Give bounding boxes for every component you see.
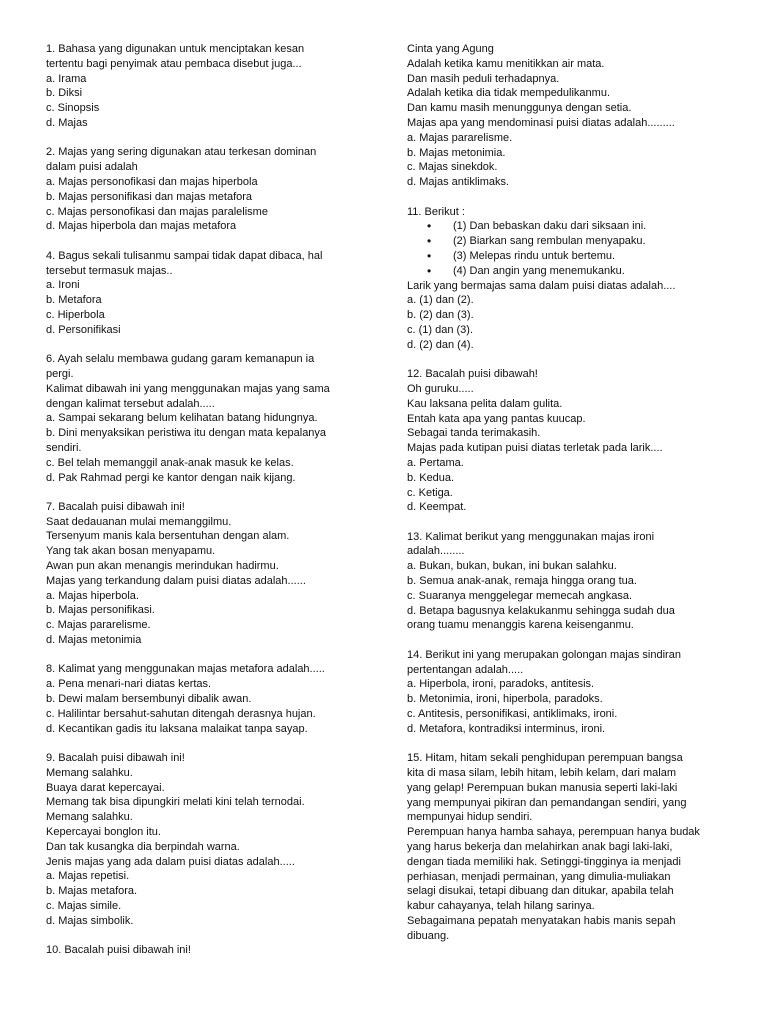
question-10-poem	[407, 42, 725, 190]
question-stem-line: Entah kata apa yang pantas kuucap.	[407, 412, 586, 425]
question-block	[46, 662, 364, 736]
answer-option: b. Metonimia, ironi, hiperbola, paradoks.	[407, 693, 603, 706]
answer-option: a. Majas repetisi.	[46, 870, 130, 883]
poem-line: Adalah ketika dia tidak mempedulikanmu.	[407, 87, 611, 100]
question-11-prompt: Larik yang bermajas sama dalam puisi diatas adalah....	[407, 279, 676, 292]
question-stem-line: Kepercayai bonglon itu.	[46, 826, 161, 839]
bullet-item: • (2) Biarkan sang rembulan menyapaku.	[407, 234, 725, 249]
question-stem-line: adalah........	[407, 545, 465, 558]
question-stem-line: Oh guruku.....	[407, 382, 474, 395]
question-stem-line: tertentu bagi penyimak atau pembaca disebut juga...	[46, 57, 302, 70]
answer-option: d. Majas antiklimaks.	[407, 176, 510, 189]
question-stem-line: Perempuan hanya hamba sahaya, perempuan hanya budak	[407, 826, 700, 839]
question-stem-line: dengan kalimat tersebut adalah.....	[46, 397, 215, 410]
question-stem-line: 6. Ayah selalu membawa gudang garam kemanapun ia	[46, 353, 315, 366]
question-stem-line: Memang tak bisa dipungkiri melati kini telah ternodai.	[46, 796, 305, 809]
answer-option: b. Dini menyaksikan peristiwa itu dengan mata kepalanya	[46, 427, 327, 440]
question-block	[407, 751, 725, 943]
bullet-item: • (1) Dan bebaskan daku dari siksaan ini.	[407, 219, 725, 234]
answer-option: b. Majas metonimia.	[407, 146, 506, 159]
question-stem-line: kita di masa silam, lebih hitam, lebih kelam, dari malam	[407, 767, 676, 780]
question-block	[407, 367, 725, 515]
question-block	[46, 249, 364, 338]
question-block	[407, 648, 725, 737]
answer-option: b. Semua anak-anak, remaja hingga orang tua.	[407, 575, 637, 588]
poem-line: Dan kamu masih menunggunya dengan setia.	[407, 102, 632, 115]
question-stem-line: Tersenyum manis kala bersentuhan dengan alam.	[46, 530, 290, 543]
question-stem-line: Memang salahku.	[46, 811, 133, 824]
answer-option: orang tuamu menanggis karena keisenganmu.	[407, 619, 634, 632]
question-stem-line: 15. Hitam, hitam sekali penghidupan perempuan bangsa	[407, 752, 683, 765]
answer-option: b. Majas metafora.	[46, 885, 138, 898]
answer-option: c. Suaranya menggelegar memecah angkasa.	[407, 589, 633, 602]
question-stem-line: yang gelap! Perempuan bukan manusia seperti laki-laki	[407, 781, 678, 794]
question-stem-line: Majas yang terkandung dalam puisi diatas adalah......	[46, 574, 306, 587]
poem-line: Dan masih peduli terhadapnya.	[407, 72, 560, 85]
answer-option: a. Pena menari-nari diatas kertas.	[46, 678, 212, 691]
answer-option: a. Majas personofikasi dan majas hiperbola	[46, 175, 258, 188]
question-stem-line: pertentangan adalah.....	[407, 663, 524, 676]
answer-option: sendiri.	[46, 441, 82, 454]
question-block	[46, 943, 364, 958]
answer-option: c. Majas personofikasi dan majas paralelisme	[46, 205, 268, 218]
poem-line: Adalah ketika kamu menitikkan air mata.	[407, 57, 605, 70]
question-11	[407, 205, 725, 353]
answer-option: a. Pertama.	[407, 456, 464, 469]
question-stem-line: 10. Bacalah puisi dibawah ini!	[46, 944, 191, 957]
answer-option: c. Hiperbola	[46, 308, 105, 321]
question-stem-line: Kau laksana pelita dalam gulita.	[407, 397, 563, 410]
question-stem-line: 2. Majas yang sering digunakan atau terkesan dominan	[46, 146, 317, 159]
answer-option: c. Bel telah memanggil anak-anak masuk ke kelas.	[46, 456, 294, 469]
answer-option: d. Kecantikan gadis itu laksana malaikat tanpa sayap.	[46, 722, 308, 735]
answer-option: a. Bukan, bukan, bukan, ini bukan salahku.	[407, 560, 617, 573]
answer-option: a. Irama	[46, 72, 87, 85]
question-stem-line: 4. Bagus sekali tulisanmu sampai tidak dapat dibaca, hal	[46, 249, 323, 262]
question-stem-line: 13. Kalimat berikut yang menggunakan majas ironi	[407, 530, 655, 543]
question-stem-line: Jenis majas yang ada dalam puisi diatas adalah.....	[46, 855, 295, 868]
question-stem-line: perhiasan, menjadi permainan, yang dimulia-muliakan	[407, 870, 671, 883]
answer-option: c. Majas sinekdok.	[407, 161, 498, 174]
answer-option: a. Majas hiperbola.	[46, 589, 139, 602]
question-stem-line: Memang salahku.	[46, 766, 133, 779]
question-11-stem: 11. Berikut :	[407, 205, 465, 218]
question-stem-line: 9. Bacalah puisi dibawah ini!	[46, 752, 185, 765]
question-stem-line: 1. Bahasa yang digunakan untuk menciptakan kesan	[46, 43, 305, 55]
bullet-item: • (3) Melepas rindu untuk bertemu.	[407, 249, 725, 264]
left-column	[46, 42, 364, 973]
question-block	[46, 145, 364, 234]
answer-option: b. Majas personifikasi dan majas metafora	[46, 190, 253, 203]
question-stem-line: pergi.	[46, 367, 74, 380]
answer-option: a. Majas pararelisme.	[407, 131, 513, 144]
answer-option: c. Halilintar bersahut-sahutan ditengah derasnya hujan.	[46, 707, 316, 720]
question-stem-line: Kalimat dibawah ini yang menggunakan majas yang sama	[46, 382, 330, 395]
question-stem-line: Awan pun akan menangis merindukan hadirmu.	[46, 560, 279, 573]
answer-option: c. Majas pararelisme.	[46, 619, 151, 632]
question-stem-line: Buaya darat kepercayai.	[46, 781, 165, 794]
question-stem-line: Sebagaimana pepatah menyatakan habis manis sepah	[407, 915, 676, 927]
question-block	[46, 352, 364, 485]
answer-option: a. Hiperbola, ironi, paradoks, antitesis.	[407, 678, 595, 691]
question-block	[46, 42, 364, 131]
answer-option: d. Majas simbolik.	[46, 914, 134, 927]
answer-option: d. Metafora, kontradiksi interminus, ironi.	[407, 722, 606, 735]
question-block	[46, 500, 364, 648]
question-stem-line: 12. Bacalah puisi dibawah!	[407, 368, 538, 381]
bullet-item: • (4) Dan angin yang menemukanku.	[407, 264, 725, 279]
question-stem-line: Dan tak kusangka dia berpindah warna.	[46, 840, 240, 853]
answer-option: c. Ketiga.	[407, 486, 453, 499]
question-stem-line: yang mempunyai pikiran dan pemandangan sendiri, yang	[407, 796, 687, 809]
question-stem-line: dalam puisi adalah	[46, 161, 138, 174]
question-stem-line: dibuang.	[407, 929, 450, 942]
answer-option: d. Betapa bagusnya kelakukanmu sehingga sudah dua	[407, 604, 675, 617]
question-stem-line: mempunyai hidup sendiri.	[407, 811, 533, 824]
answer-option: c. (1) dan (3).	[407, 323, 474, 336]
question-stem-line: kabur cahayanya, telah hilang sarinya.	[407, 900, 595, 913]
answer-option: c. Antitesis, personifikasi, antiklimaks, ironi.	[407, 708, 618, 721]
question-stem-line: selagi disukai, tetapi dibuang dan ditukar, apabila telah	[407, 885, 674, 898]
question-stem-line: 8. Kalimat yang menggunakan majas metafora adalah.....	[46, 663, 325, 676]
answer-option: a. Ironi	[46, 279, 80, 292]
answer-option: a. (1) dan (2).	[407, 294, 474, 307]
answer-option: b. Kedua.	[407, 471, 455, 484]
poem-title: Cinta yang Agung	[407, 43, 494, 55]
right-column	[407, 42, 725, 958]
question-stem-line: 14. Berikut ini yang merupakan golongan majas sindiran	[407, 648, 681, 661]
question-stem-line: yang harus bekerja dan melahirkan anak bagi laki-laki,	[407, 841, 673, 854]
answer-option: d. (2) dan (4).	[407, 338, 474, 351]
answer-option: c. Sinopsis	[46, 102, 100, 115]
answer-option: d. Keempat.	[407, 501, 467, 514]
answer-option: b. Diksi	[46, 87, 83, 100]
question-11-bullets	[407, 219, 725, 278]
question-stem-line: dengan tiada memiliki hak. Setinggi-tingginya ia menjadi	[407, 855, 681, 868]
answer-option: b. Metafora	[46, 294, 102, 307]
question-block	[46, 751, 364, 929]
answer-option: a. Sampai sekarang belum kelihatan batang hidungnya.	[46, 412, 318, 425]
answer-option: d. Pak Rahmad pergi ke kantor dengan naik kijang.	[46, 471, 296, 484]
answer-option: b. (2) dan (3).	[407, 309, 474, 322]
answer-option: c. Majas simile.	[46, 900, 122, 912]
answer-option: d. Majas	[46, 116, 88, 129]
question-stem-line: Majas pada kutipan puisi diatas terletak pada larik....	[407, 442, 663, 455]
question-stem-line: Yang tak akan bosan menyapamu.	[46, 545, 216, 558]
answer-option: b. Majas personifikasi.	[46, 604, 155, 617]
answer-option: d. Majas hiperbola dan majas metafora	[46, 220, 237, 233]
question-stem-line: Saat dedauanan mulai memanggilmu.	[46, 515, 232, 528]
question-stem-line: 7. Bacalah puisi dibawah ini!	[46, 500, 185, 513]
answer-option: d. Personifikasi	[46, 323, 121, 336]
poem-line: Majas apa yang mendominasi puisi diatas adalah.........	[407, 116, 675, 129]
question-stem-line: tersebut termasuk majas..	[46, 264, 173, 277]
answer-option: b. Dewi malam bersembunyi dibalik awan.	[46, 693, 252, 706]
question-block	[407, 530, 725, 634]
answer-option: d. Majas metonimia	[46, 634, 142, 647]
question-stem-line: Sebagai tanda terimakasih.	[407, 427, 541, 440]
